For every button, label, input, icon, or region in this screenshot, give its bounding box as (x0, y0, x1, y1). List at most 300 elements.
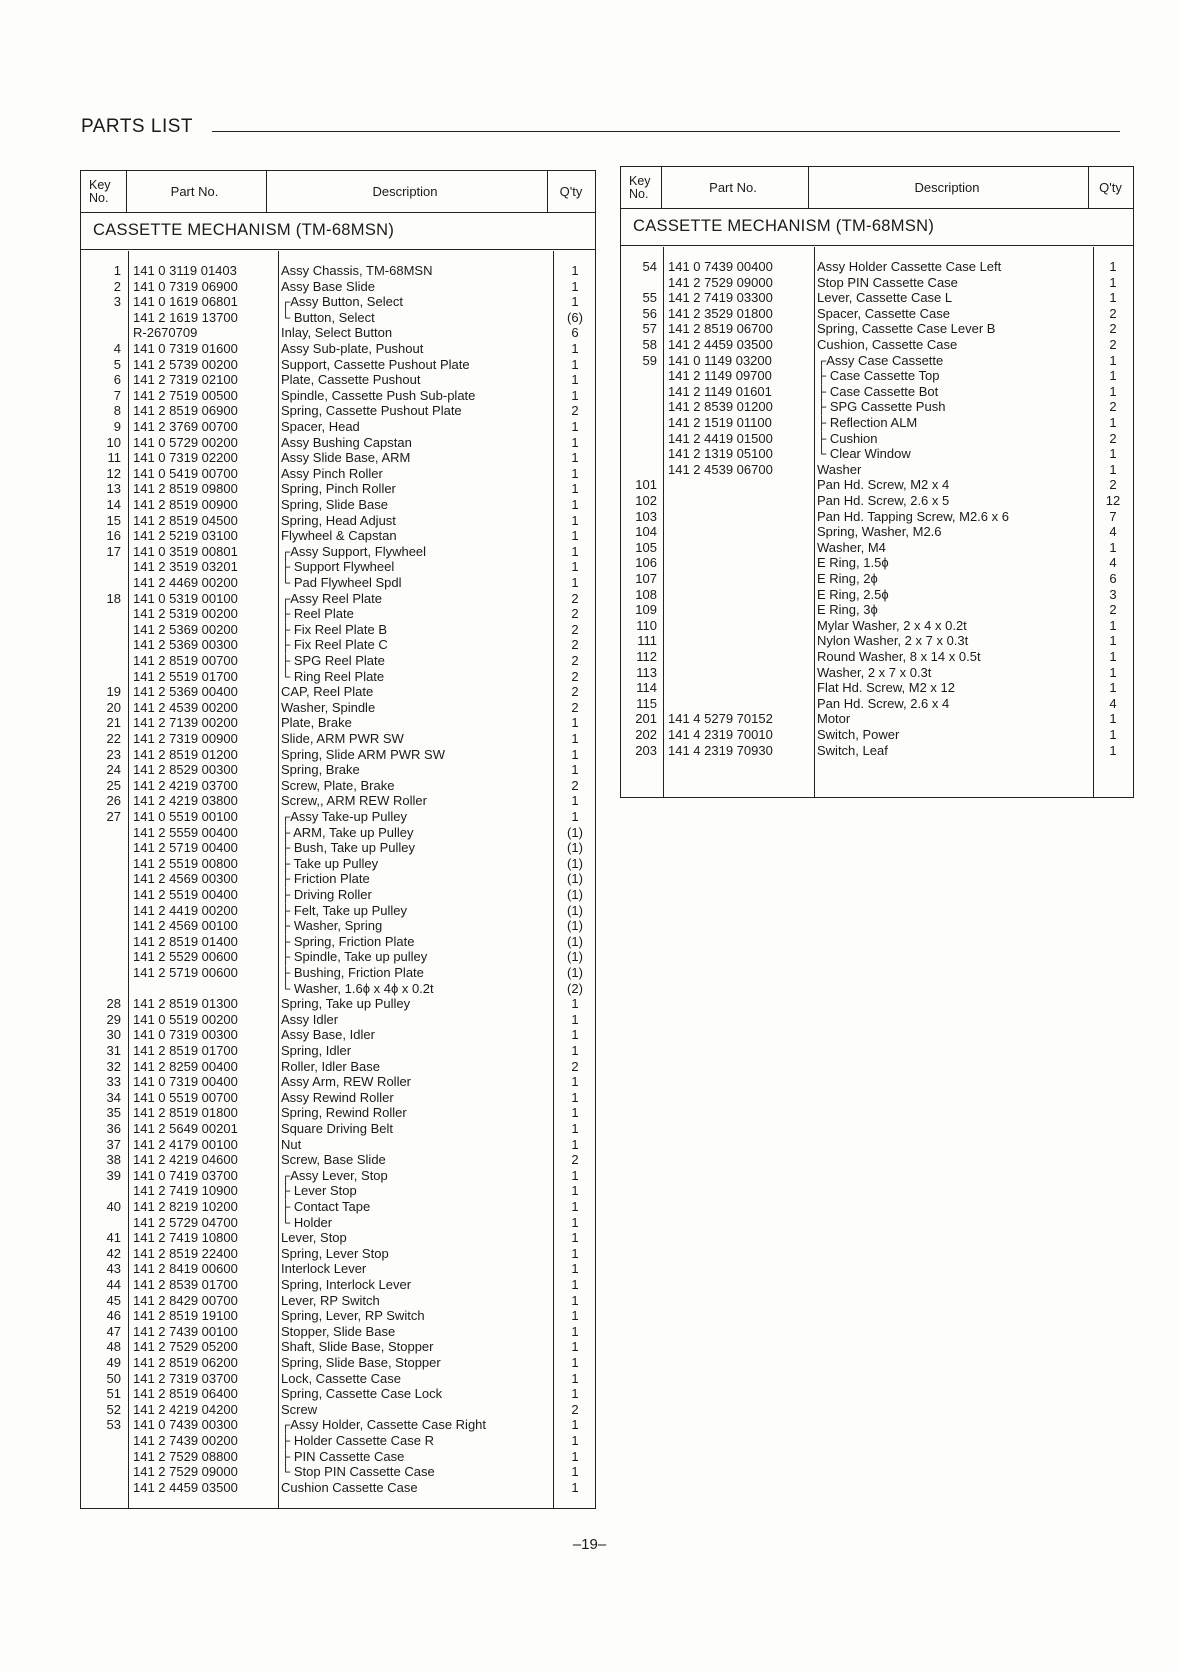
parts-table-right (620, 166, 1134, 798)
table-row (81, 1293, 595, 1309)
part-no-cell: 141 2 1149 09700 (668, 368, 772, 384)
qty-cell: 1 (571, 1074, 579, 1090)
table-row (81, 591, 595, 607)
qty-cell: 2 (571, 1401, 579, 1417)
table-row (81, 544, 595, 560)
qty-cell: 1 (571, 387, 579, 403)
table-row (81, 1261, 595, 1277)
qty-cell: 1 (1109, 649, 1117, 664)
qty-cell: 1 (571, 793, 579, 809)
description-cell: Lever, RP Switch (281, 1292, 380, 1308)
part-no-cell: 141 2 5369 00300 (133, 637, 238, 653)
header-part-no: Part No. (709, 180, 757, 195)
description-cell: Assy Arm, REW Roller (281, 1074, 412, 1090)
description-cell: ├ Driving Roller (281, 887, 372, 902)
table-row (81, 372, 595, 388)
description-cell: Screw (281, 1401, 318, 1417)
part-no-cell: 141 2 5529 00600 (133, 949, 238, 965)
key-no-cell: 7 (113, 387, 121, 403)
table-row (81, 653, 595, 669)
header-key-line2: No. (629, 186, 649, 201)
table-row (81, 388, 595, 404)
description-cell: └ Button, Select (281, 309, 375, 325)
table-row (81, 513, 595, 529)
key-no-cell: 31 (106, 1043, 121, 1058)
description-cell: Spring, Washer, M2.6 (817, 524, 942, 540)
key-no-cell: 12 (106, 465, 121, 481)
qty-cell: 2 (571, 668, 579, 684)
part-no-cell: 141 4 2319 70930 (668, 742, 773, 758)
table-row (81, 934, 595, 950)
qty-cell: (1) (567, 965, 583, 980)
part-no-cell: 141 2 4459 03500 (668, 337, 773, 352)
description-cell: Assy Chassis, TM-68MSN (281, 263, 433, 278)
description-cell: Spring, Slide Base (281, 497, 388, 512)
description-cell: E Ring, 3ϕ (817, 602, 878, 618)
part-no-cell: 141 2 8219 10200 (133, 1199, 238, 1214)
part-no-cell: 141 2 1149 01601 (668, 383, 772, 399)
part-no-cell: 141 2 5719 00400 (133, 840, 238, 856)
key-no-cell: 52 (106, 1401, 121, 1417)
qty-cell: 1 (571, 559, 579, 575)
table-row (621, 477, 1133, 493)
key-no-cell: 43 (106, 1261, 121, 1277)
table-row (81, 715, 595, 731)
description-cell: ├ ARM, Take up Pulley (281, 824, 414, 840)
table-row (81, 1074, 595, 1090)
table-row (81, 528, 595, 544)
description-cell: Slide, ARM PWR SW (281, 731, 404, 746)
table-row (621, 446, 1133, 462)
table-row (81, 825, 595, 841)
description-cell: ┌Assy Case Cassette (817, 352, 944, 368)
table-row (81, 637, 595, 653)
table-row (81, 419, 595, 435)
description-cell: Roller, Idler Base (281, 1058, 380, 1074)
key-no-cell: 39 (106, 1167, 121, 1183)
table-row (81, 1215, 595, 1231)
description-cell: Assy Sub-plate, Pushout (281, 341, 424, 356)
key-no-cell: 54 (642, 259, 657, 274)
key-no-cell: 3 (113, 294, 121, 310)
description-cell: ├ Lever Stop (281, 1183, 357, 1199)
qty-cell: 12 (1105, 493, 1121, 508)
description-cell: E Ring, 1.5ϕ (817, 555, 889, 571)
part-no-cell: 141 2 4219 03800 (133, 793, 238, 809)
key-no-cell: 109 (635, 602, 657, 618)
description-cell: Cushion, Cassette Case (817, 337, 958, 352)
description-cell: Spring, Cassette Case Lever B (817, 321, 996, 337)
key-no-cell: 1 (113, 263, 121, 278)
table-row (621, 571, 1133, 587)
part-no-cell: 141 0 1619 06801 (133, 294, 238, 310)
description-cell: Assy Slide Base, ARM (281, 450, 411, 466)
description-cell: Support, Cassette Pushout Plate (281, 356, 470, 372)
key-no-cell: 112 (636, 649, 657, 664)
description-cell: Mylar Washer, 2 x 4 x 0.2t (817, 617, 967, 633)
qty-cell: 1 (571, 372, 579, 388)
section-title: CASSETTE MECHANISM (TM-68MSN) (621, 208, 1133, 246)
key-no-cell: 101 (635, 477, 657, 493)
header-description: Description (914, 180, 980, 195)
key-no-cell: 22 (106, 731, 121, 746)
table-row (621, 431, 1133, 447)
description-cell: ┌Assy Reel Plate (281, 590, 382, 606)
description-cell: Spring, Head Adjust (281, 512, 396, 528)
qty-cell: (1) (567, 840, 583, 856)
table-row (81, 403, 595, 419)
qty-cell: 1 (571, 1136, 579, 1152)
divider (547, 171, 548, 212)
key-no-cell: 26 (106, 793, 121, 809)
table-row (81, 606, 595, 622)
description-cell: Spring, Slide Base, Stopper (281, 1355, 441, 1370)
part-no-cell: 141 2 4539 06700 (668, 461, 773, 477)
description-cell: Spring, Rewind Roller (281, 1105, 407, 1121)
part-no-cell: 141 2 7419 10800 (133, 1230, 238, 1246)
key-no-cell: 42 (106, 1245, 121, 1261)
qty-cell: 1 (571, 263, 579, 278)
table-row (81, 778, 595, 794)
qty-cell: 1 (571, 1339, 579, 1355)
part-no-cell: 141 2 5319 00200 (133, 606, 238, 622)
key-no-cell: 40 (106, 1199, 121, 1214)
qty-cell: 1 (571, 450, 579, 466)
qty-cell: 1 (571, 746, 579, 762)
description-cell: ├ Felt, Take up Pulley (281, 902, 408, 918)
part-no-cell: 141 2 1319 05100 (668, 446, 773, 462)
table-row (81, 887, 595, 903)
table-row (81, 310, 595, 326)
key-no-cell: 113 (636, 664, 657, 680)
description-cell: Spring, Brake (281, 762, 360, 778)
description-cell: ┌Assy Holder, Cassette Case Right (281, 1417, 487, 1433)
table-row (81, 1059, 595, 1075)
qty-cell: 2 (1109, 477, 1117, 493)
qty-cell: (1) (567, 824, 583, 840)
key-no-cell: 51 (106, 1386, 121, 1402)
qty-cell: 2 (571, 590, 579, 606)
description-cell: Lock, Cassette Case (281, 1370, 401, 1386)
table-row (81, 762, 595, 778)
description-cell: ┌Assy Take-up Pulley (281, 809, 408, 824)
part-no-cell: 141 0 1149 03200 (668, 352, 772, 368)
qty-cell: 1 (1109, 383, 1117, 399)
qty-cell: 6 (1109, 571, 1117, 586)
key-no-cell: 201 (635, 711, 657, 727)
qty-cell: 1 (571, 294, 579, 310)
part-no-cell: 141 2 4419 01500 (668, 430, 773, 446)
qty-cell: 1 (571, 512, 579, 528)
description-cell: Spring, Lever, RP Switch (281, 1308, 425, 1324)
table-row (621, 587, 1133, 603)
part-no-cell: 141 2 4419 00200 (133, 902, 238, 918)
part-no-cell: 141 2 3519 03201 (133, 559, 238, 575)
qty-cell: 2 (571, 1058, 579, 1074)
table-row (621, 337, 1133, 353)
key-no-cell: 15 (106, 512, 121, 528)
table-row (81, 949, 595, 965)
part-no-cell: 141 2 8519 01700 (133, 1043, 238, 1058)
qty-cell: 1 (1109, 617, 1117, 633)
part-no-cell: 141 2 8519 06700 (668, 321, 773, 337)
description-cell: └ Clear Window (817, 446, 911, 462)
part-no-cell: 141 2 8529 00300 (133, 762, 238, 778)
table-header (621, 167, 1133, 209)
header-part-no: Part No. (170, 184, 219, 199)
key-no-cell: 28 (106, 996, 121, 1012)
qty-cell: (1) (567, 949, 583, 965)
table-row (621, 368, 1133, 384)
table-row (81, 575, 595, 591)
key-no-cell: 14 (106, 497, 121, 512)
key-no-cell: 46 (106, 1308, 121, 1324)
part-no-cell: 141 2 4219 04600 (133, 1152, 238, 1168)
table-row (81, 481, 595, 497)
description-cell: Spring, Cassette Case Lock (281, 1386, 443, 1402)
key-no-cell: 49 (106, 1355, 121, 1370)
qty-cell: 1 (571, 1308, 579, 1324)
description-cell: ├ Bushing, Friction Plate (281, 965, 424, 980)
table-row (81, 1308, 595, 1324)
qty-cell: 1 (571, 543, 579, 559)
key-no-cell: 23 (106, 746, 121, 762)
part-no-cell: 141 2 3769 00700 (133, 419, 238, 434)
part-no-cell: 141 2 5519 00400 (133, 887, 238, 902)
table-header (81, 171, 595, 213)
description-cell: Spindle, Cassette Push Sub-plate (281, 387, 476, 403)
description-cell: └ Pad Flywheel Spdl (281, 575, 402, 590)
table-row (81, 1433, 595, 1449)
description-cell: ┌Assy Lever, Stop (281, 1167, 388, 1183)
qty-cell: 1 (1109, 742, 1117, 758)
qty-cell: (1) (567, 902, 583, 918)
part-no-cell: 141 2 8259 00400 (133, 1058, 238, 1074)
part-no-cell: 141 2 4539 00200 (133, 699, 238, 715)
qty-cell: 2 (1109, 430, 1117, 446)
description-cell: Square Driving Belt (281, 1121, 393, 1136)
table-row (81, 1371, 595, 1387)
part-no-cell: 141 0 5519 00100 (133, 809, 238, 824)
qty-cell: 1 (571, 1448, 579, 1464)
qty-cell: 1 (571, 481, 579, 497)
table-row (81, 996, 595, 1012)
part-no-cell: 141 2 4569 00300 (133, 871, 238, 887)
description-cell: Cushion Cassette Case (281, 1479, 418, 1495)
table-row (81, 1183, 595, 1199)
key-no-cell: 2 (113, 278, 121, 294)
description-cell: ├ Case Cassette Top (817, 368, 940, 384)
description-cell: ├ Holder Cassette Case R (281, 1433, 434, 1448)
table-row (621, 290, 1133, 306)
part-no-cell: 141 2 7319 02100 (133, 372, 238, 388)
table-row (81, 871, 595, 887)
qty-cell: (1) (567, 855, 583, 871)
table-row (81, 1105, 595, 1121)
header-description: Description (372, 184, 438, 199)
description-cell: Inlay, Select Button (281, 325, 393, 341)
table-row (621, 727, 1133, 743)
key-no-cell: 38 (106, 1152, 121, 1168)
part-no-cell: 141 0 7319 06900 (133, 278, 238, 294)
key-no-cell: 115 (636, 695, 657, 711)
table-row (621, 275, 1133, 291)
qty-cell: 1 (571, 1277, 579, 1292)
description-cell: Nylon Washer, 2 x 7 x 0.3t (817, 633, 969, 649)
qty-cell: 1 (1109, 290, 1117, 306)
key-no-cell: 4 (113, 341, 121, 356)
qty-cell: 1 (1109, 539, 1117, 555)
qty-cell: 1 (571, 1464, 579, 1480)
qty-cell: 1 (571, 1292, 579, 1308)
part-no-cell: 141 2 7319 03700 (133, 1370, 238, 1386)
part-no-cell: 141 2 7529 05200 (133, 1339, 238, 1355)
qty-cell: (1) (567, 887, 583, 902)
key-no-cell: 44 (106, 1277, 121, 1292)
description-cell: Assy Holder Cassette Case Left (817, 259, 1002, 274)
table-row (81, 731, 595, 747)
description-cell: Assy Base Slide (281, 278, 375, 294)
description-cell: Switch, Leaf (817, 742, 888, 758)
description-cell: Stopper, Slide Base (281, 1323, 396, 1339)
qty-cell: 1 (571, 465, 579, 481)
description-cell: Spring, Take up Pulley (281, 996, 411, 1012)
qty-cell: 1 (571, 1245, 579, 1261)
part-no-cell: 141 2 8429 00700 (133, 1292, 238, 1308)
table-row (81, 1246, 595, 1262)
part-no-cell: 141 2 8539 01700 (133, 1277, 238, 1292)
key-no-cell: 16 (106, 528, 121, 544)
qty-cell: 1 (571, 1027, 579, 1043)
description-cell: Plate, Cassette Pushout (281, 372, 421, 388)
qty-cell: (1) (567, 918, 583, 934)
description-cell: Spring, Interlock Lever (281, 1277, 412, 1292)
description-cell: Spacer, Cassette Case (817, 305, 950, 321)
table-row (81, 279, 595, 295)
part-no-cell: 141 2 7529 08800 (133, 1448, 238, 1464)
part-no-cell: R-2670709 (133, 325, 198, 341)
part-no-cell: 141 2 8519 06900 (133, 403, 238, 419)
description-cell: ├ Cushion (817, 430, 878, 446)
table-row (621, 696, 1133, 712)
table-row (81, 497, 595, 513)
key-no-cell: 19 (106, 684, 121, 700)
table-row (621, 321, 1133, 337)
description-cell: Screw,, ARM REW Roller (281, 793, 427, 809)
description-cell: Assy Bushing Capstan (281, 434, 412, 450)
parts-table-left (80, 170, 596, 1509)
description-cell: Screw, Base Slide (281, 1152, 386, 1168)
description-cell: └ Stop PIN Cassette Case (281, 1464, 435, 1480)
table-row (81, 1012, 595, 1028)
part-no-cell: 141 2 7439 00100 (133, 1323, 238, 1339)
description-cell: Nut (281, 1136, 302, 1152)
divider (1088, 167, 1089, 208)
part-no-cell: 141 2 8519 00700 (133, 653, 238, 668)
qty-cell: 1 (1109, 368, 1117, 384)
part-no-cell: 141 2 8519 09800 (133, 481, 238, 497)
header-qty: Q'ty (559, 184, 583, 199)
part-no-cell: 141 0 7319 02200 (133, 450, 238, 466)
table-row (81, 435, 595, 451)
description-cell: ├ Reflection ALM (817, 415, 918, 430)
key-no-cell: 110 (636, 617, 657, 633)
part-no-cell: 141 0 7319 01600 (133, 341, 238, 356)
description-cell: Pan Hd. Screw, M2 x 4 (817, 477, 950, 493)
part-no-cell: 141 2 5559 00400 (133, 824, 238, 840)
qty-cell: 1 (571, 1370, 579, 1386)
part-no-cell: 141 2 5649 00201 (133, 1121, 238, 1136)
part-no-cell: 141 2 8519 19100 (133, 1308, 238, 1324)
table-row (621, 540, 1133, 556)
description-cell: Washer (817, 461, 862, 477)
table-row (81, 1449, 595, 1465)
key-no-cell: 18 (106, 590, 121, 606)
description-cell: Screw, Plate, Brake (281, 777, 395, 793)
description-cell: Spring, Idler (281, 1043, 352, 1058)
part-no-cell: 141 2 7529 09000 (668, 274, 773, 290)
key-no-cell: 33 (106, 1074, 121, 1090)
qty-cell: 1 (571, 809, 579, 824)
description-cell: Assy Idler (281, 1011, 339, 1027)
table-row (81, 1043, 595, 1059)
qty-cell: 4 (1109, 555, 1117, 571)
table-row (621, 649, 1133, 665)
qty-cell: 1 (571, 528, 579, 544)
qty-cell: 2 (1109, 337, 1117, 352)
table-row (81, 1137, 595, 1153)
key-no-cell: 114 (636, 680, 657, 696)
table-row (81, 1339, 595, 1355)
key-no-cell: 203 (635, 742, 657, 758)
table-row (621, 384, 1133, 400)
key-no-cell: 32 (106, 1058, 121, 1074)
key-no-cell: 59 (642, 352, 657, 368)
description-cell: E Ring, 2.5ϕ (817, 586, 889, 602)
description-cell: └ Ring Reel Plate (281, 668, 385, 684)
part-no-cell: 141 2 7519 00500 (133, 387, 238, 403)
part-no-cell: 141 2 7419 03300 (668, 290, 773, 306)
part-no-cell: 141 2 8519 06200 (133, 1355, 238, 1370)
part-no-cell: 141 2 5519 00800 (133, 855, 238, 871)
qty-cell: 1 (1109, 415, 1117, 430)
description-cell: Assy Base, Idler (281, 1027, 375, 1043)
qty-cell: 1 (571, 731, 579, 746)
description-cell: ├ Washer, Spring (281, 918, 383, 934)
table-row (621, 462, 1133, 478)
key-no-cell: 6 (113, 372, 121, 388)
description-cell: Washer, M4 (817, 539, 886, 555)
qty-cell: 1 (571, 575, 579, 590)
description-cell: ├ Support Flywheel (281, 559, 395, 575)
qty-cell: 2 (571, 621, 579, 637)
qty-cell: 1 (571, 1323, 579, 1339)
qty-cell: 2 (571, 403, 579, 419)
key-no-cell: 25 (106, 777, 121, 793)
description-cell: Lever, Cassette Case L (817, 290, 953, 306)
part-no-cell: 141 2 7139 00200 (133, 715, 238, 731)
qty-cell: 3 (1109, 586, 1117, 602)
divider (808, 167, 809, 208)
description-cell: ├ Fix Reel Plate C (281, 637, 388, 653)
description-cell: Assy Rewind Roller (281, 1089, 394, 1105)
qty-cell: 2 (571, 699, 579, 715)
qty-cell: 2 (571, 637, 579, 653)
qty-cell: 1 (571, 419, 579, 434)
part-no-cell: 141 2 5739 00200 (133, 356, 238, 372)
table-row (81, 1230, 595, 1246)
key-no-cell: 50 (106, 1370, 121, 1386)
